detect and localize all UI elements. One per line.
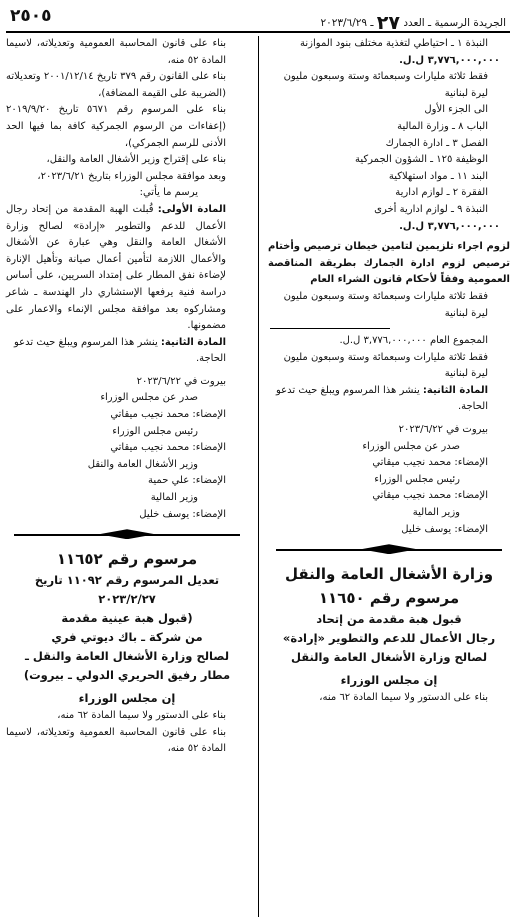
- recital: بناء على قانون المحاسبة العمومية وتعديلاته، لاسيما المادة ٥٢ منه،: [6, 38, 226, 66]
- article-two: [6, 335, 248, 368]
- header-label: الجريدة الرسمية ـ العدد: [403, 17, 506, 29]
- decree-title: مرسوم رقم ١١٦٥٢: [56, 550, 198, 569]
- grand-total: المجموع العام ٣,٧٧٦,٠٠٠,٠٠٠ ل.ل.: [339, 335, 488, 347]
- signature-line: الإمضاء: يوسف خليل: [139, 508, 226, 520]
- article-text: ينشر هذا المرسوم ويبلغ حيث تدعو الحاجة.: [275, 384, 488, 413]
- article-text: قُبلت الهبة المقدمة من إتحاد رجال الأعمال للدعم والتطوير «إرادة» لصالح وزارة الأشغال العامة والنقل وهي عبارة عن الأشغال والأعمال اللازمة لتأمين أعمال صيانة وتأهيل الإنارة لإضاءة نفق المطار على إمتداد السريين، على أساس دراسة فنية يرفعها الإستشاري دار الهندسة ـ شاعر ومشاركوه بعد موافقة مجلس الإنماء والاعمار على مضمونها.: [6, 203, 226, 332]
- decree-subject: لصالح وزارة الأشغال العامة والنقل ـ: [24, 649, 230, 664]
- left-column: [6, 36, 248, 758]
- page-number: ٢٥٠٥: [10, 6, 52, 26]
- text-line: البند ١١ ـ مواد استهلاكية: [388, 170, 488, 182]
- article-text: ينشر هذا المرسوم ويبلغ حيث تدعو الحاجة.: [13, 336, 226, 365]
- signature-line: رئيس مجلس الوزراء: [374, 473, 460, 485]
- ministry-title: وزارة الأشغال العامة والنقل: [284, 565, 494, 584]
- text-line: فقط ثلاثة مليارات وسبعمائة وستة وسبعون مليون ليرة لبنانية: [283, 71, 488, 99]
- decree-subject: رجال الأعمال للدعم والتطوير «إرادة»: [282, 631, 496, 646]
- decree-clause: يرسم ما يأتي:: [139, 187, 198, 199]
- signature-line: وزير الأشغال العامة والنقل: [87, 458, 198, 470]
- signature-line: صدر عن مجلس الوزراء: [362, 440, 460, 452]
- text-line: النبذة ١ ـ احتياطي لتغذية مختلف بنود الموازنة: [300, 38, 488, 49]
- purpose-text: لزوم اجراء تلزيمين لتامين خيطان ترصيص وأختام ترصيص لزوم ادارة الجمارك بطريقة المناقصة العمومية وفقاً لأحكام قانون الشراء العام: [268, 241, 510, 286]
- article-two: [268, 383, 510, 416]
- signature-line: الإمضاء: محمد نجيب ميقاتي: [110, 442, 226, 454]
- signature-line: وزير المالية: [150, 492, 198, 504]
- signature-line: صدر عن مجلس الوزراء: [100, 392, 198, 404]
- signature-line: الإمضاء: علي حمية: [148, 475, 226, 487]
- right-column: [268, 36, 510, 707]
- decree-subject: مطار رفيق الحريري الدولي ـ بيروت): [23, 668, 231, 683]
- date-line: بيروت في ٢٠٢٣/٦/٢٢: [398, 424, 488, 436]
- decree-subject: (قبول هبة عينية مقدمة: [61, 611, 193, 626]
- amount: ٣,٧٧٦,٠٠٠,٠٠٠ ل.ل.: [399, 54, 500, 66]
- recital: بناء على المرسوم رقم ٥٦٧١ تاريخ ٢٠١٩/٩/٢٠ (إعفاءات من الرسوم الجمركية كافة بما فيها الحد الأدنى للرسم الجمركي)،: [6, 104, 226, 149]
- article-one: [6, 202, 248, 335]
- divider: [270, 328, 390, 329]
- text-line: الباب ٨ ـ وزارة المالية: [397, 120, 488, 132]
- signature-line: رئيس مجلس الوزراء: [112, 425, 198, 437]
- signature-line: وزير المالية: [412, 507, 460, 519]
- text-line: الفصل ٣ ـ ادارة الجمارك: [385, 137, 488, 149]
- column-separator: [258, 36, 259, 917]
- text-line: الوظيفة ١٢٥ ـ الشؤون الجمركية: [355, 154, 488, 166]
- section-divider: [6, 529, 248, 541]
- amount: ٣,٧٧٦,٠٠٠,٠٠٠ ل.ل.: [399, 220, 500, 232]
- decree-subject: قبول هبة مقدمة من إتحاد: [316, 612, 462, 627]
- signature-line: الإمضاء: محمد نجيب ميقاتي: [372, 457, 488, 469]
- text-line: فقط ثلاثة مليارات وسبعمائة وستة وسبعون مليون ليرة لبنانية: [283, 351, 488, 380]
- signature-line: الإمضاء: يوسف خليل: [401, 523, 488, 535]
- section-divider: [268, 544, 510, 556]
- page-header: [8, 4, 508, 34]
- decree-subtitle: تعديل المرسوم رقم ١١٠٩٢ تاريخ ٢٠٢٣/٢/٢٧: [34, 573, 220, 607]
- recital: بناء على قانون المحاسبة العمومية وتعديلاته، لاسيما المادة ٥٢ منه،: [6, 726, 226, 755]
- article-label: المادة الثانية:: [422, 384, 488, 396]
- text-line: الفقرة ٢ ـ لوازم ادارية: [395, 187, 488, 199]
- issue-date: ـ ٢٠٢٣/٦/٢٩: [320, 17, 374, 29]
- decree-subject: لصالح وزارة الأشغال العامة والنقل: [290, 650, 488, 665]
- text-line: النبذة ٩ ـ لوازم ادارية أخرى: [374, 203, 488, 215]
- signature-line: الإمضاء: محمد نجيب ميقاتي: [110, 409, 226, 421]
- council-heading: إن مجلس الوزراء: [78, 691, 176, 706]
- decree-title: مرسوم رقم ١١٦٥٠: [318, 589, 460, 608]
- recital: بناء على القانون رقم ٣٧٩ تاريخ ٢٠٠١/١٢/١٤ وتعديلاته (الضريبة على القيمة المضافة)،: [6, 71, 226, 99]
- decree-subject: من شركة ـ باك ديوتي فري: [51, 630, 203, 645]
- article-label: المادة الثانية:: [160, 336, 226, 348]
- text-line: الى الجزء الأول: [424, 104, 488, 116]
- recital: وبعد موافقة مجلس الوزراء بتاريخ ٢٠٢٣/٦/٢١،: [37, 170, 226, 182]
- article-label: المادة الأولى:: [157, 203, 227, 215]
- text-line: فقط ثلاثة مليارات وسبعمائة وستة وسبعون مليون ليرة لبنانية: [283, 290, 488, 319]
- recital: بناء على الدستور ولا سيما المادة ٦٢ منه،: [57, 710, 226, 722]
- text-line: بناء على الدستور ولا سيما المادة ٦٢ منه،: [319, 692, 488, 704]
- signature-line: الإمضاء: محمد نجيب ميقاتي: [372, 490, 488, 502]
- council-heading: إن مجلس الوزراء: [340, 673, 438, 688]
- date-line: بيروت في ٢٠٢٣/٦/٢٢: [136, 375, 226, 387]
- recital: بناء على إقتراح وزير الأشغال العامة والنقل،: [46, 154, 226, 166]
- issue-number: ٢٧: [376, 12, 400, 34]
- header-rule: [6, 31, 510, 33]
